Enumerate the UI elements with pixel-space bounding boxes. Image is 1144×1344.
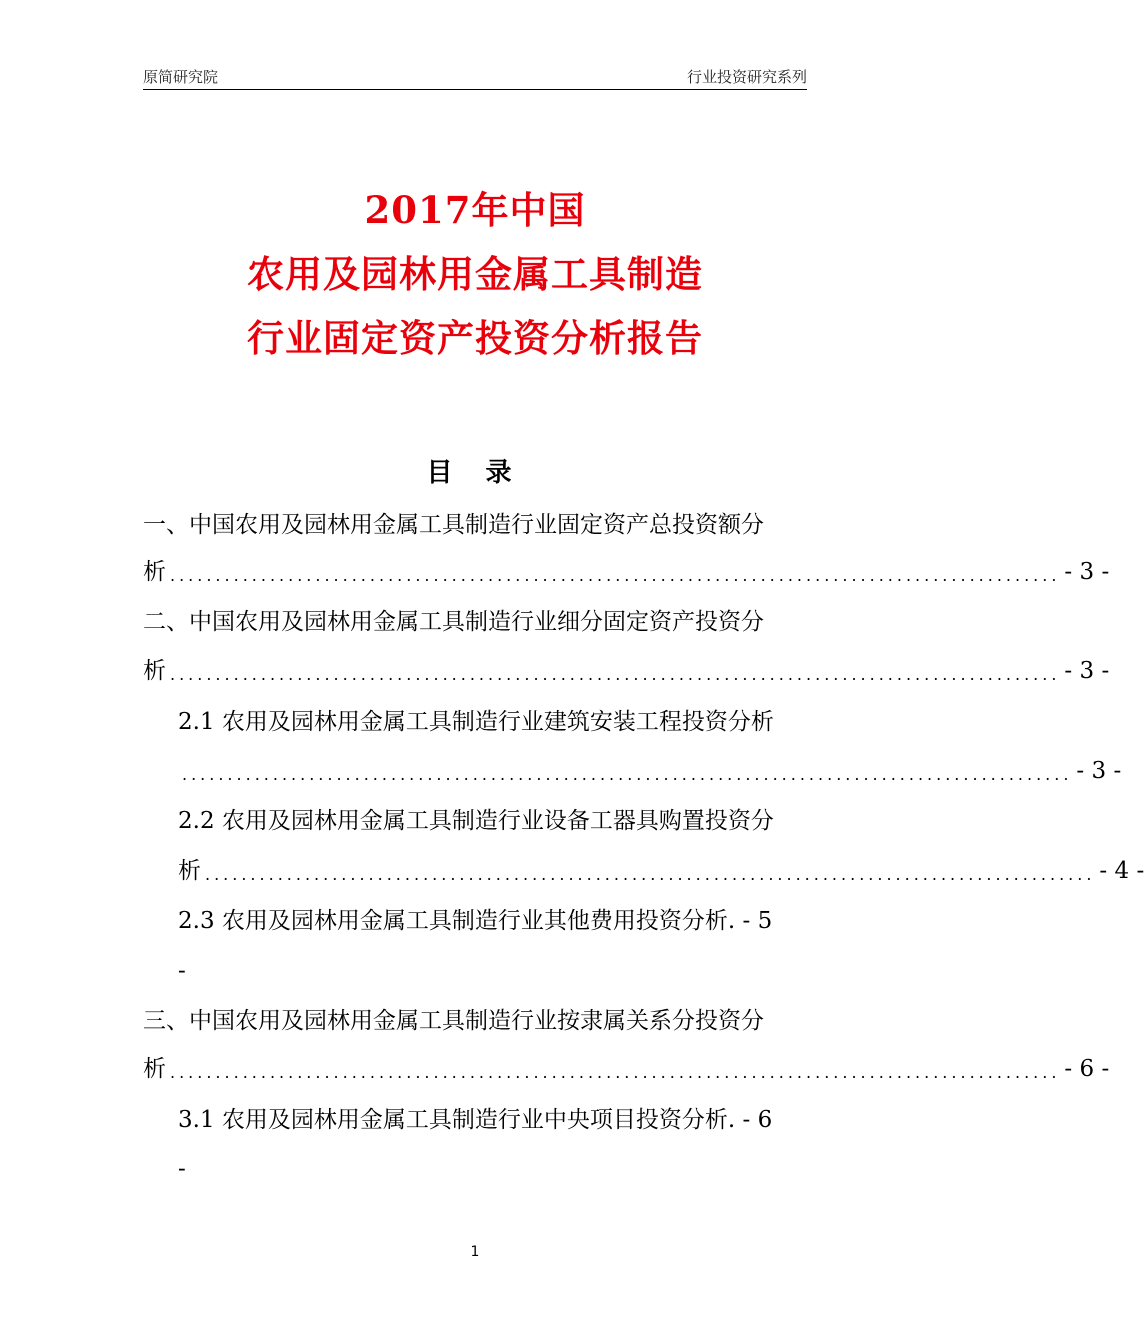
toc-entry-3-1-continuation: - bbox=[178, 1156, 186, 1182]
report-title-line-2: 农用及园林用金属工具制造 bbox=[247, 252, 703, 296]
toc-entry-2-1-page: - 3 - bbox=[1076, 758, 1122, 784]
toc-leader-dots: .................................................................................................. bbox=[170, 1063, 1061, 1082]
toc-entry-2-2-tail: 析 bbox=[178, 858, 201, 884]
toc-entry-2-2[interactable]: 2.2 农用及园林用金属工具制造行业设备工器具购置投资分 bbox=[178, 808, 774, 834]
page-number: 1 bbox=[470, 1244, 480, 1260]
toc-entry-2-3[interactable]: 2.3 农用及园林用金属工具制造行业其他费用投资分析. - 5 bbox=[178, 908, 773, 934]
header-rule bbox=[143, 89, 807, 90]
toc-heading: 目 录 bbox=[426, 458, 524, 488]
toc-leader-dots: .................................................................................................. bbox=[170, 566, 1061, 585]
toc-leader-dots: .................................................................................................. bbox=[170, 665, 1061, 684]
toc-entry-1[interactable]: 一、中国农用及园林用金属工具制造行业固定资产总投资额分 bbox=[143, 512, 764, 538]
toc-entry-3-continuation[interactable] bbox=[143, 1053, 1110, 1085]
toc-entry-3-1[interactable]: 3.1 农用及园林用金属工具制造行业中央项目投资分析. - 6 bbox=[178, 1107, 773, 1133]
header-right: 行业投资研究系列 bbox=[686, 68, 807, 86]
toc-entry-3-page: - 6 - bbox=[1064, 1056, 1110, 1082]
toc-leader-dots: .................................................................................................. bbox=[182, 765, 1073, 784]
toc-entry-2-continuation[interactable] bbox=[143, 655, 1110, 687]
toc-entry-3-tail: 析 bbox=[143, 1056, 166, 1082]
toc-entry-2-1[interactable]: 2.1 农用及园林用金属工具制造行业建筑安装工程投资分析 bbox=[178, 709, 774, 735]
toc-entry-3[interactable]: 三、中国农用及园林用金属工具制造行业按隶属关系分投资分 bbox=[143, 1008, 764, 1034]
toc-entry-1-continuation[interactable] bbox=[143, 556, 1110, 588]
toc-entry-2[interactable]: 二、中国农用及园林用金属工具制造行业细分固定资产投资分 bbox=[143, 609, 764, 635]
report-title-line-1: 2017年中国 bbox=[364, 188, 586, 232]
toc-entry-2-1-continuation[interactable] bbox=[178, 755, 1122, 787]
toc-entry-2-page: - 3 - bbox=[1064, 658, 1110, 684]
toc-entry-1-tail: 析 bbox=[143, 559, 166, 585]
toc-entry-2-tail: 析 bbox=[143, 658, 166, 684]
toc-entry-2-2-page: - 4 - bbox=[1099, 858, 1144, 884]
header-left: 原简研究院 bbox=[143, 68, 219, 86]
toc-entry-2-3-continuation: - bbox=[178, 958, 186, 984]
report-title-line-3: 行业固定资产投资分析报告 bbox=[247, 316, 703, 360]
toc-entry-1-page: - 3 - bbox=[1064, 559, 1110, 585]
toc-leader-dots: .................................................................................................. bbox=[205, 865, 1096, 884]
toc-entry-2-2-continuation[interactable] bbox=[178, 855, 1144, 887]
